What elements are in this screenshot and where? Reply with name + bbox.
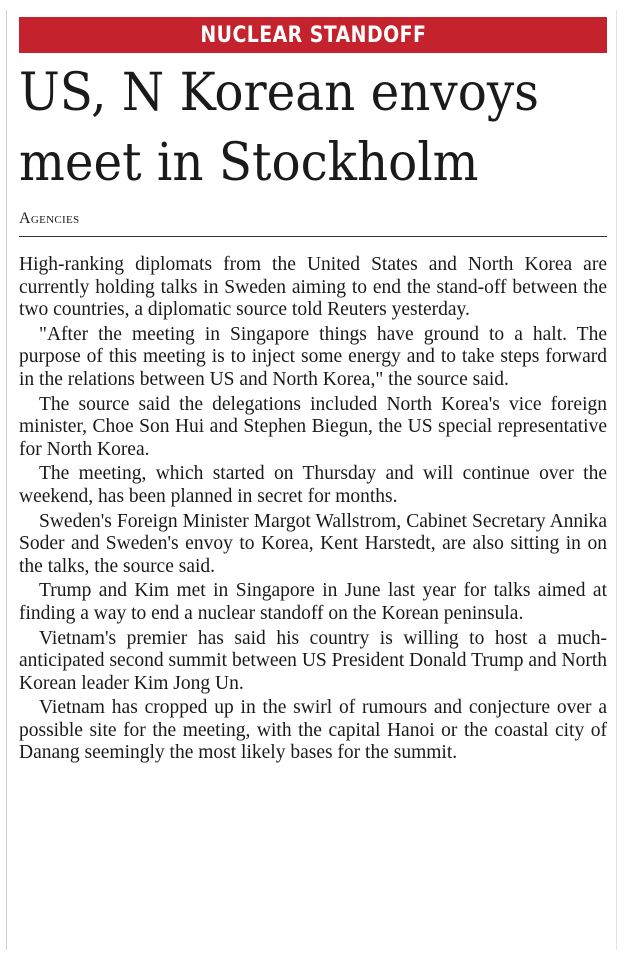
article-paragraph: Sweden's Foreign Minister Margot Wallstrom, Cabinet Secretary Annika Soder and Sweden's envoy to Korea, Kent Harstedt, are also sitting in on the talks, the source said.	[19, 510, 607, 577]
article-paragraph: "After the meeting in Singapore things have ground to a halt. The purpose of this meeting is to inject some energy and to take steps forward in the relations between US and North Korea," the source said.	[19, 323, 607, 390]
article-paragraph: The source said the delegations included North Korea's vice foreign minister, Choe Son Hui and Stephen Biegun, the US special representative for North Korea.	[19, 393, 607, 460]
byline: Agencies	[19, 210, 80, 227]
section-kicker-bar	[19, 17, 607, 53]
headline	[19, 58, 577, 198]
article-paragraph: Trump and Kim met in Singapore in June last year for talks aimed at finding a way to end a nuclear standoff on the Korean peninsula.	[19, 580, 607, 624]
byline-divider	[19, 236, 607, 237]
article-paragraph: Vietnam's premier has said his country is willing to host a much-anticipated second summit between US President Donald Trump and North Korean leader Kim Jong Un.	[19, 627, 607, 694]
section-kicker: NUCLEAR STANDOFF	[200, 22, 426, 48]
article-paragraph: High-ranking diplomats from the United States and North Korea are currently holding talks in Sweden aiming to end the stand-off between the two countries, a diplomatic source told Reuters yesterday.	[19, 254, 607, 321]
headline-line-2: meet in Stockholm	[19, 133, 479, 193]
right-column-rule	[616, 10, 617, 950]
left-column-rule	[6, 10, 7, 950]
article-paragraph: The meeting, which started on Thursday and will continue over the weekend, has been planned in secret for months.	[19, 463, 607, 507]
article-body	[19, 254, 607, 767]
article-paragraph: Vietnam has cropped up in the swirl of rumours and conjecture over a possible site for the meeting, with the capital Hanoi or the coastal city of Danang seemingly the most likely bases for the summit.	[19, 697, 607, 764]
headline-line-1: US, N Korean envoys	[19, 63, 539, 123]
